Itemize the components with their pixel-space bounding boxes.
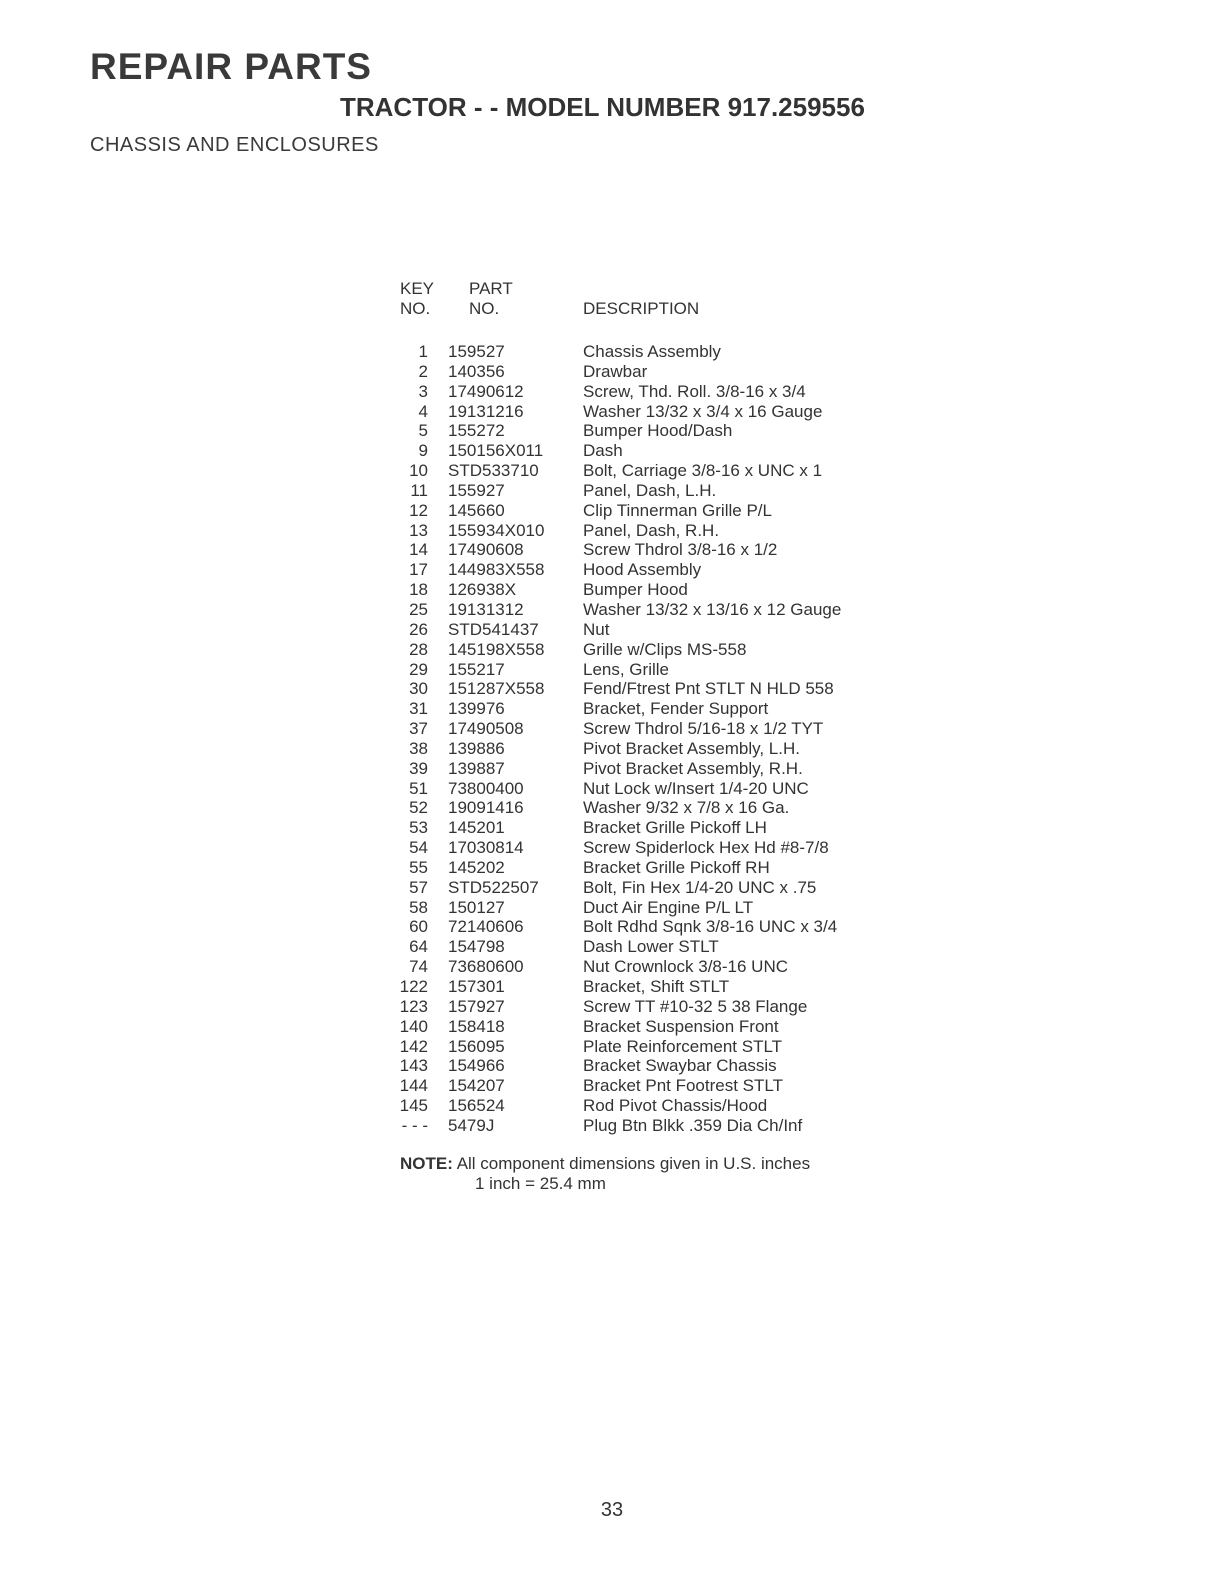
part-no-cell: 158418 (448, 1016, 505, 1036)
part-no-cell: STD541437 (448, 619, 539, 639)
key-no-cell: - - - (401, 1115, 428, 1135)
table-row (390, 600, 930, 620)
description-cell: Bolt, Fin Hex 1/4-20 UNC x .75 (583, 877, 817, 897)
key-no-cell: 142 (399, 1036, 428, 1056)
description-cell: Bolt, Carriage 3/8-16 x UNC x 1 (583, 461, 823, 481)
key-no-cell: 122 (399, 977, 428, 996)
part-no-cell: 154966 (448, 1056, 505, 1076)
table-row (390, 858, 930, 878)
table-row (390, 441, 930, 461)
note (400, 1154, 811, 1193)
table-row (390, 818, 930, 838)
table-row (390, 878, 930, 898)
part-no-cell: 150127 (448, 897, 505, 917)
part-no-header-line2: NO. (469, 299, 500, 318)
description-header: DESCRIPTION (583, 299, 700, 318)
model-heading: TRACTOR - - MODEL NUMBER 917.259556 (340, 92, 865, 122)
part-no-cell: STD533710 (448, 461, 539, 481)
description-cell: Screw Thdrol 3/8-16 x 1/2 (583, 540, 778, 560)
part-no-cell: 155217 (448, 659, 505, 679)
key-no-cell: 57 (409, 877, 428, 897)
description-cell: Bracket Swaybar Chassis (583, 1056, 777, 1076)
part-no-cell: 155934X010 (448, 520, 545, 540)
key-no-header-line2: NO. (400, 299, 431, 318)
key-no-cell: 10 (409, 461, 428, 481)
description-cell: Screw Spiderlock Hex Hd #8-7/8 (583, 838, 829, 858)
key-no-cell: 14 (409, 540, 428, 560)
description-cell: Bracket Suspension Front (583, 1016, 779, 1036)
description-cell: Bumper Hood (583, 580, 688, 600)
part-no-cell: 156095 (448, 1036, 505, 1056)
part-no-cell: 73800400 (448, 778, 524, 798)
part-no-cell: 17490608 (448, 540, 524, 560)
table-row (390, 660, 930, 680)
key-no-cell: 144 (399, 1076, 428, 1096)
part-no-cell: 145201 (448, 818, 505, 838)
key-no-cell: 60 (409, 917, 428, 937)
key-no-cell: 51 (409, 778, 428, 798)
part-no-cell: 157927 (448, 996, 505, 1016)
part-no-cell: 5479J (448, 1115, 495, 1135)
part-no-header-line1: PART (469, 279, 513, 298)
key-no-cell: 53 (409, 818, 428, 838)
table-row (390, 540, 930, 560)
key-no-cell: 52 (409, 798, 428, 818)
part-no-cell: 19131216 (448, 401, 524, 421)
key-no-cell: 3 (418, 381, 428, 401)
key-no-cell: 74 (409, 957, 428, 977)
description-cell: Screw, Thd. Roll. 3/8-16 x 3/4 (583, 381, 806, 401)
part-no-cell: 140356 (448, 361, 505, 381)
key-no-cell: 64 (409, 937, 428, 957)
description-cell: Chassis Assembly (583, 342, 721, 361)
table-row (390, 937, 930, 957)
part-no-cell: 19131312 (448, 599, 524, 619)
part-no-cell: STD522507 (448, 877, 539, 897)
part-no-cell: 72140606 (448, 917, 524, 937)
key-no-cell: 28 (409, 639, 428, 659)
description-cell: Bolt Rdhd Sqnk 3/8-16 UNC x 3/4 (583, 917, 838, 937)
table-row (390, 798, 930, 818)
table-row (390, 1076, 930, 1096)
part-no-cell: 145660 (448, 500, 505, 520)
key-no-cell: 12 (409, 500, 428, 520)
description-cell: Pivot Bracket Assembly, L.H. (583, 738, 800, 758)
description-cell: Lens, Grille (583, 659, 669, 679)
key-no-cell: 38 (409, 738, 428, 758)
section-heading: CHASSIS AND ENCLOSURES (90, 134, 379, 156)
description-cell: Plug Btn Blkk .359 Dia Ch/Inf (583, 1115, 803, 1135)
part-no-cell: 156524 (448, 1096, 505, 1116)
table-row (390, 1056, 930, 1076)
table-row (390, 501, 930, 521)
description-cell: Washer 9/32 x 7/8 x 16 Ga. (583, 798, 790, 818)
part-no-cell: 139886 (448, 738, 505, 758)
note-line-1: All component dimensions given in U.S. inches (456, 1154, 811, 1173)
key-no-cell: 143 (399, 1056, 428, 1076)
key-no-cell: 18 (409, 580, 428, 600)
part-no-cell: 155272 (448, 421, 505, 441)
note-line-2: 1 inch = 25.4 mm (475, 1174, 606, 1193)
description-cell: Bumper Hood/Dash (583, 421, 733, 441)
key-no-cell: 5 (418, 421, 428, 441)
part-no-cell: 159527 (448, 342, 505, 361)
description-cell: Bracket Grille Pickoff RH (583, 857, 770, 877)
part-no-cell: 145202 (448, 857, 505, 877)
key-no-cell: 29 (409, 659, 428, 679)
parts-list (390, 342, 930, 1136)
table-row (390, 679, 930, 699)
key-no-cell: 17 (409, 560, 428, 580)
description-cell: Dash (583, 441, 623, 461)
description-cell: Duct Air Engine P/L LT (583, 897, 754, 917)
description-cell: Rod Pivot Chassis/Hood (583, 1096, 768, 1116)
part-no-cell: 144983X558 (448, 560, 545, 580)
description-cell: Nut Lock w/Insert 1/4-20 UNC (583, 778, 809, 798)
part-no-cell: 157301 (448, 977, 505, 996)
description-cell: Bracket Pnt Footrest STLT (583, 1076, 783, 1096)
key-no-cell: 9 (418, 441, 428, 461)
key-no-cell: 145 (399, 1096, 428, 1116)
table-row (390, 580, 930, 600)
key-no-cell: 55 (409, 857, 428, 877)
part-no-cell: 17490612 (448, 381, 524, 401)
part-no-cell: 154207 (448, 1076, 505, 1096)
table-row (390, 342, 930, 362)
table-row (390, 957, 930, 977)
description-cell: Clip Tinnerman Grille P/L (583, 500, 772, 520)
description-cell: Screw Thdrol 5/16-18 x 1/2 TYT (583, 719, 824, 739)
page-number: 33 (600, 1499, 624, 1521)
description-cell: Washer 13/32 x 13/16 x 12 Gauge (583, 599, 842, 619)
table-row (390, 719, 930, 739)
key-no-cell: 25 (409, 599, 428, 619)
part-no-cell: 139887 (448, 758, 505, 778)
table-row (390, 521, 930, 541)
part-no-cell: 17490508 (448, 719, 524, 739)
key-no-cell: 39 (409, 758, 428, 778)
table-row (390, 779, 930, 799)
page-title: REPAIR PARTS (90, 46, 372, 87)
part-no-cell: 19091416 (448, 798, 524, 818)
part-no-cell: 17030814 (448, 838, 524, 858)
key-no-header-line1: KEY (400, 279, 435, 298)
description-cell: Bracket Grille Pickoff LH (583, 818, 767, 838)
key-no-cell: 2 (418, 361, 428, 381)
key-no-cell: 37 (409, 719, 428, 739)
description-cell: Nut (583, 619, 610, 639)
description-cell: Bracket, Fender Support (583, 699, 769, 719)
part-no-cell: 151287X558 (448, 679, 545, 699)
table-row (390, 997, 930, 1017)
table-row (390, 461, 930, 481)
key-no-cell: 54 (409, 838, 428, 858)
table-row (390, 1037, 930, 1057)
description-cell: Hood Assembly (583, 560, 702, 580)
table-row (390, 898, 930, 918)
description-cell: Washer 13/32 x 3/4 x 16 Gauge (583, 401, 823, 421)
table-row (390, 640, 930, 660)
description-cell: Panel, Dash, L.H. (583, 480, 717, 500)
table-row (390, 382, 930, 402)
key-no-cell: 4 (418, 401, 428, 421)
key-no-cell: 31 (409, 699, 428, 719)
note-label: NOTE: (400, 1154, 453, 1173)
table-row (390, 421, 930, 441)
key-no-cell: 13 (409, 520, 428, 540)
description-cell: Plate Reinforcement STLT (583, 1036, 783, 1056)
table-row (390, 739, 930, 759)
part-no-cell: 154798 (448, 937, 505, 957)
key-no-cell: 30 (409, 679, 428, 699)
table-row (390, 1017, 930, 1037)
description-cell: Dash Lower STLT (583, 937, 719, 957)
table-row (390, 402, 930, 422)
description-cell: Bracket, Shift STLT (583, 977, 730, 996)
key-no-cell: 58 (409, 897, 428, 917)
key-no-cell: 1 (418, 342, 428, 361)
part-no-cell: 145198X558 (448, 639, 545, 659)
description-cell: Grille w/Clips MS-558 (583, 639, 747, 659)
table-row (390, 917, 930, 937)
table-row (390, 481, 930, 501)
description-cell: Fend/Ftrest Pnt STLT N HLD 558 (583, 679, 834, 699)
table-row (390, 759, 930, 779)
table-row (390, 838, 930, 858)
table-row (390, 1096, 930, 1116)
table-row (390, 699, 930, 719)
part-no-cell: 126938X (448, 580, 517, 600)
key-no-cell: 26 (409, 619, 428, 639)
key-no-cell: 11 (410, 480, 428, 500)
part-no-cell: 150156X011 (448, 441, 544, 461)
key-no-cell: 140 (399, 1016, 428, 1036)
key-no-cell: 123 (399, 996, 428, 1016)
description-cell: Nut Crownlock 3/8-16 UNC (583, 957, 789, 977)
description-cell: Pivot Bracket Assembly, R.H. (583, 758, 803, 778)
table-row (390, 620, 930, 640)
part-no-cell: 139976 (448, 699, 505, 719)
table-row (390, 1116, 930, 1136)
table-row (390, 560, 930, 580)
part-no-cell: 73680600 (448, 957, 524, 977)
table-row (390, 977, 930, 997)
description-cell: Screw TT #10-32 5 38 Flange (583, 996, 808, 1016)
part-no-cell: 155927 (448, 480, 505, 500)
description-cell: Panel, Dash, R.H. (583, 520, 720, 540)
table-row (390, 362, 930, 382)
description-cell: Drawbar (583, 361, 648, 381)
